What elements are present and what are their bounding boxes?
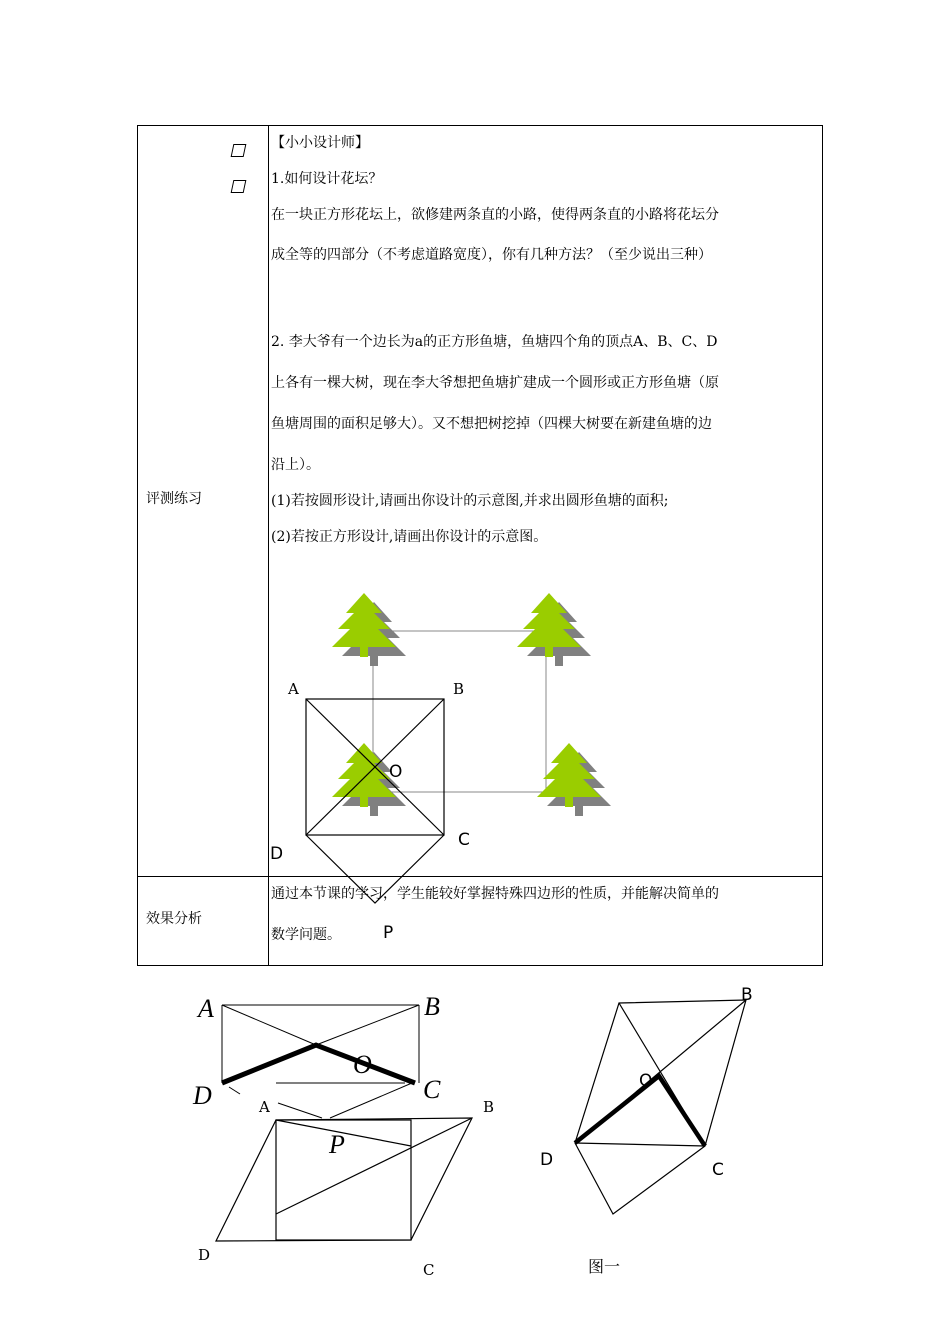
question-2: 2. 李大爷有一个边长为a的正方形鱼塘，鱼塘四个角的顶点A、B、C、D [271, 334, 718, 350]
rectangle-fold-figure [222, 1005, 419, 1118]
question-2-text: 鱼塘周围的面积足够大）。又不想把树挖掉（四棵大树要在新建鱼塘的边 [271, 416, 712, 432]
point-label-c: C [423, 1075, 441, 1104]
point-label-c: C [423, 1261, 435, 1279]
point-label-a: A [198, 994, 214, 1023]
point-label-d: D [193, 1081, 212, 1110]
figure-caption: 图一 [588, 1257, 621, 1276]
point-label-b: B [424, 992, 440, 1021]
point-label-a: A [288, 680, 299, 698]
question-2-part-1: (1)若按圆形设计,请画出你设计的示意图,并求出圆形鱼塘的面积; [271, 493, 669, 509]
point-label-d: D [198, 1246, 211, 1264]
question-1-text: 在一块正方形花坛上，欲修建两条直的小路，使得两条直的小路将花坛分 [271, 207, 719, 223]
point-label-b: B [483, 1098, 495, 1116]
question-2-text: 上各有一棵大树，现在李大爷想把鱼塘扩建成一个圆形或正方形鱼塘（原 [271, 375, 719, 391]
analysis-text: 通过本节课的学习，学生能较好掌握特殊四边形的性质，并能解决简单的 [271, 886, 719, 902]
row-label-analysis: 效果分析 [146, 911, 202, 927]
point-label-c: C [458, 830, 470, 850]
point-label-b: B [453, 680, 465, 698]
point-label-b: B [741, 985, 753, 1005]
point-label-o: O [639, 1071, 653, 1091]
rhombus-figure [575, 1000, 746, 1214]
point-label-o: O [389, 762, 403, 782]
question-2-part-2: (2)若按正方形设计,请画出你设计的示意图。 [271, 529, 548, 545]
question-2-text: 沿上）。 [271, 457, 320, 473]
question-1: 1.如何设计花坛？ [271, 171, 383, 187]
row-label-practice: 评测练习 [146, 491, 202, 507]
point-label-d: D [540, 1150, 554, 1170]
point-label-p: P [383, 923, 394, 943]
fish-pond-figure [306, 593, 611, 903]
point-label-p: P [329, 1130, 345, 1159]
question-1-text: 成全等的四部分（不考虑道路宽度），你有几种方法？（至少说出三种） [271, 247, 712, 263]
section-title: 【小小设计师】 [271, 135, 369, 151]
point-label-d: D [270, 844, 284, 864]
point-label-a: A [259, 1098, 270, 1116]
analysis-text: 数学问题。 [271, 927, 341, 943]
point-label-o: O [353, 1050, 372, 1079]
point-label-c: C [712, 1160, 724, 1180]
